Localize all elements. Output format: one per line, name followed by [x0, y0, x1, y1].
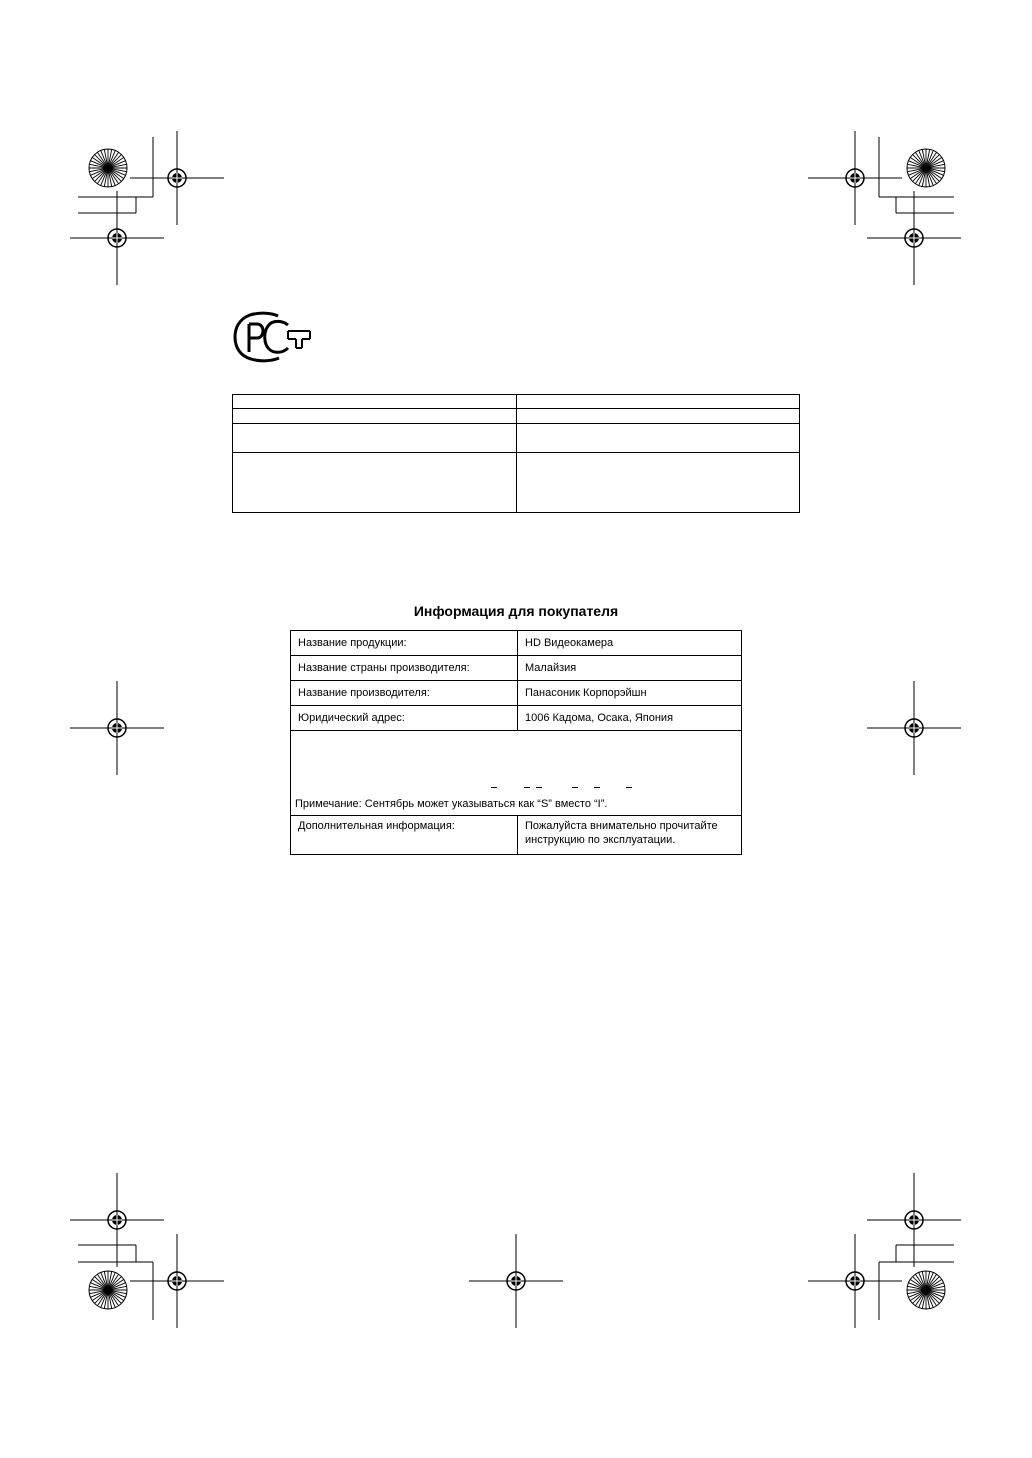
row-value: 1006 Кадома, Осака, Япония: [518, 706, 742, 731]
row-value: Малайзия: [518, 656, 742, 681]
table-row: [291, 706, 742, 731]
blank-cell: [233, 453, 517, 513]
blank-cell: [233, 395, 517, 409]
note-overline-marks: [295, 787, 737, 797]
gost-r-logo: [232, 310, 312, 364]
blank-cell: [516, 453, 800, 513]
row-label: Название производителя:: [291, 681, 518, 706]
blank-cell: [233, 409, 517, 424]
info-title: Информация для покупателя: [413, 603, 619, 619]
row-value: HD Видеокамера: [518, 631, 742, 656]
table-row: [291, 631, 742, 656]
note-row: [291, 731, 742, 816]
blank-cell: [516, 424, 800, 453]
table-row: [291, 656, 742, 681]
row-label: Название страны производителя:: [291, 656, 518, 681]
blank-cell: [233, 424, 517, 453]
note-cell: [291, 731, 742, 816]
row-label: Юридический адрес:: [291, 706, 518, 731]
row-label: Название продукции:: [291, 631, 518, 656]
row-value: Панасоник Корпорэйшн: [518, 681, 742, 706]
extra-value: Пожалуйста внимательно прочитайте инструкцию по эксплуатации.: [518, 816, 742, 855]
note-text: Примечание: Сентябрь может указываться как “S” вместо “I”.: [295, 798, 608, 810]
table-row: [291, 681, 742, 706]
info-table: [290, 630, 742, 855]
blank-cell: [516, 409, 800, 424]
blank-cell: [516, 395, 800, 409]
blank-table: [232, 394, 800, 513]
table-row: [291, 816, 742, 855]
extra-label: Дополнительная информация:: [291, 816, 518, 855]
